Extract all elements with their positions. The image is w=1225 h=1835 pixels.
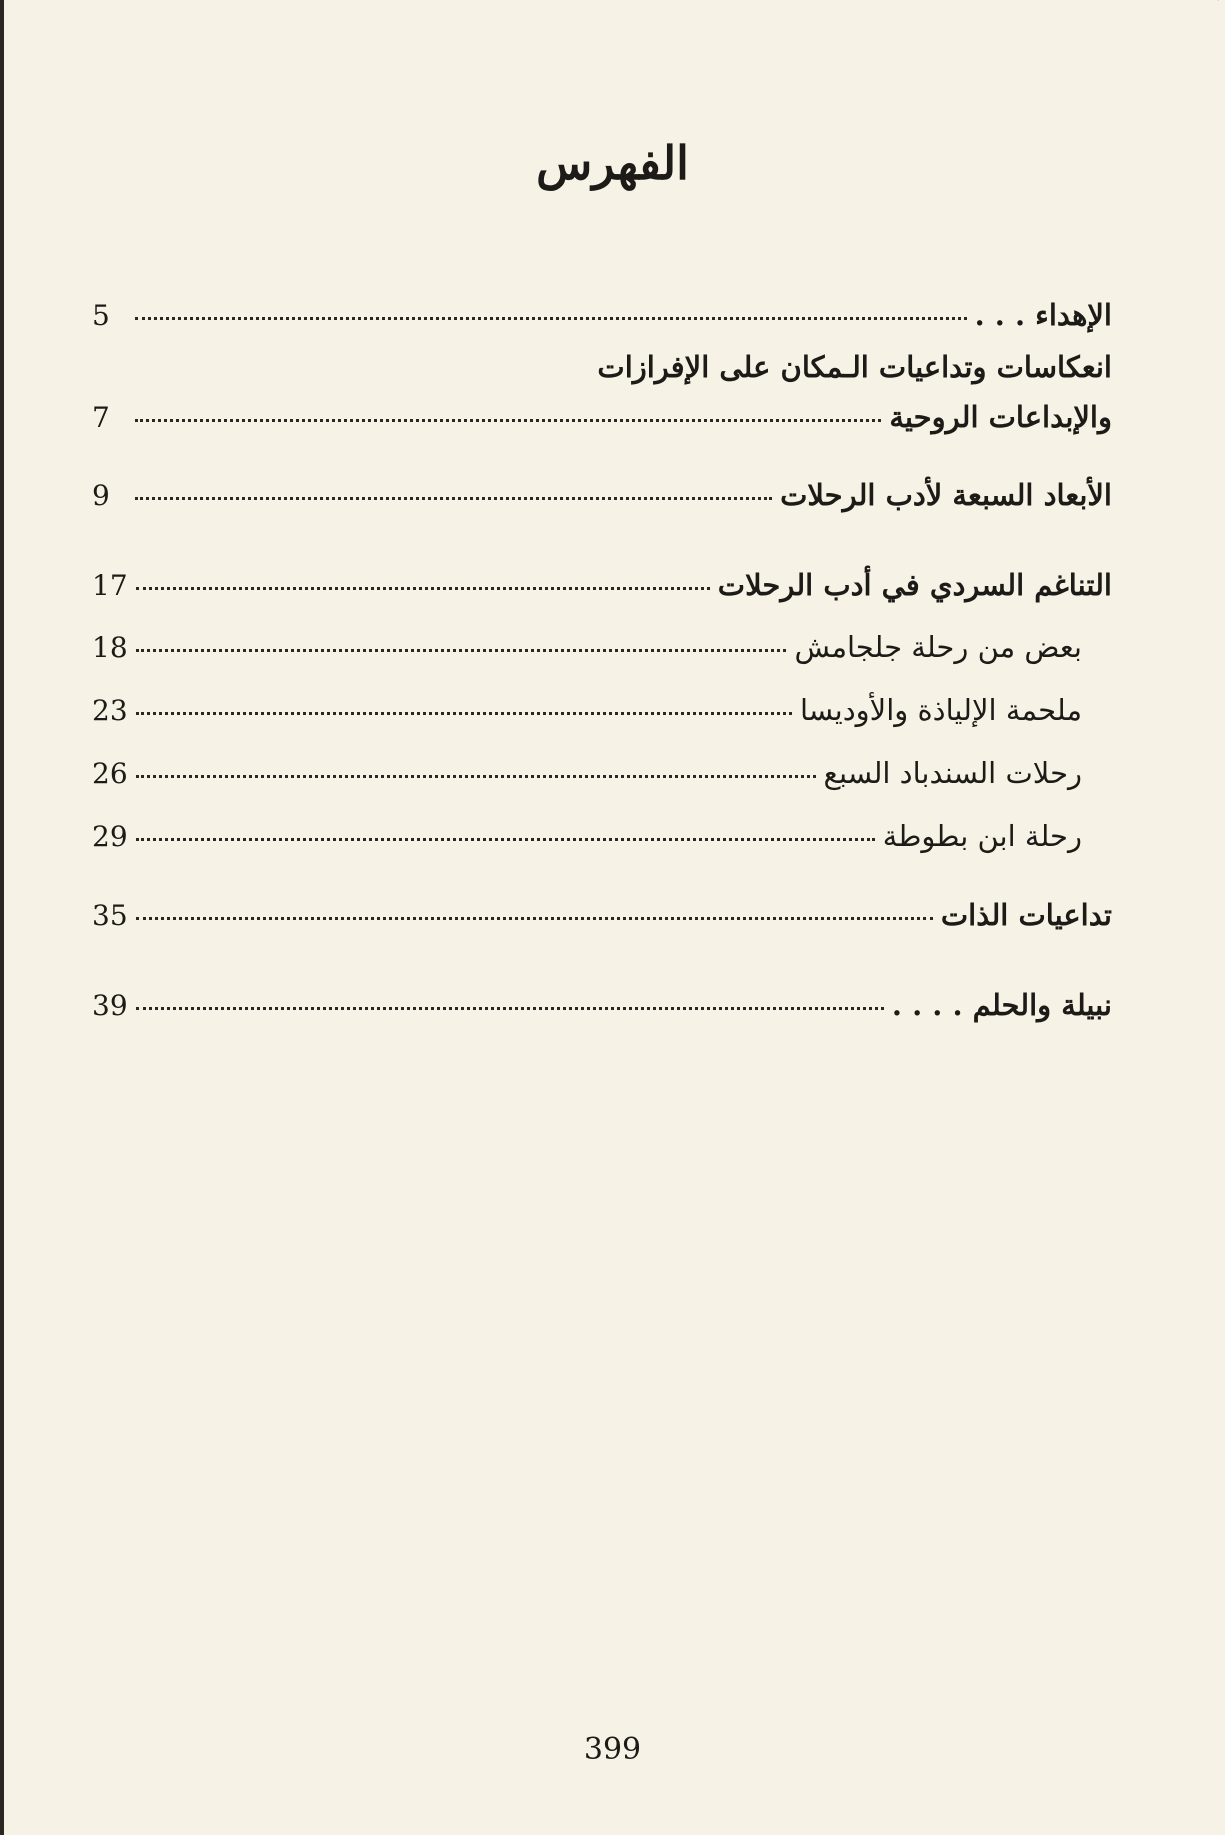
dot-leader [136, 1007, 884, 1010]
toc-entry-narrative-harmony[interactable] [92, 570, 1112, 602]
dot-leader [136, 587, 710, 590]
toc-entry-page: 7 [92, 401, 110, 434]
table-of-contents [92, 300, 1112, 1180]
toc-entry-page: 23 [92, 694, 128, 727]
toc-entry-page: 5 [92, 299, 110, 332]
toc-entry-page: 39 [92, 989, 128, 1022]
toc-entry-iliad-odyssey[interactable] [92, 695, 1082, 727]
toc-entry-page: 26 [92, 757, 128, 790]
toc-entry-nabila-dream[interactable] [92, 990, 1112, 1022]
toc-entry-seven-dimensions[interactable] [92, 480, 1112, 512]
dot-leader [135, 317, 967, 320]
toc-entry-title: ملحمة الإلياذة والأوديسا [799, 693, 1082, 727]
dot-leader [136, 838, 875, 841]
toc-entry-title: نبيلة والحلم . . . . [891, 988, 1112, 1022]
dot-leader [135, 497, 772, 500]
toc-entry-place-reflections-line1: انعكاسات وتداعيات الـمكان على الإفرازات [597, 350, 1112, 384]
dot-leader [135, 419, 881, 422]
toc-entry-self-associations[interactable] [92, 900, 1112, 932]
toc-entry-title: التناغم السردي في أدب الرحلات [717, 568, 1112, 602]
toc-entry-page: 35 [92, 899, 128, 932]
toc-entry-title: الإهداء . . . [974, 298, 1112, 332]
page-number: 399 [583, 1732, 642, 1767]
page-title: الفهرس [536, 136, 689, 190]
page-edge [0, 0, 4, 1835]
toc-entry-title: والإبداعات الروحية [889, 400, 1112, 434]
toc-entry-page: 9 [92, 479, 110, 512]
toc-entry-title: رحلات السندباد السبع [823, 756, 1082, 790]
toc-entry-spiritual-creativity[interactable] [92, 402, 1112, 434]
dot-leader [136, 775, 816, 778]
toc-entry-title: بعض من رحلة جلجامش [794, 630, 1082, 664]
dot-leader [136, 712, 792, 715]
dot-leader [136, 917, 933, 920]
toc-entry-title: رحلة ابن بطوطة [882, 819, 1082, 853]
toc-entry-page: 29 [92, 820, 128, 853]
toc-entry-title: الأبعاد السبعة لأدب الرحلات [780, 478, 1112, 512]
paper-corner-mark [1141, 0, 1219, 31]
toc-entry-title: تداعيات الذات [940, 898, 1112, 932]
toc-entry-gilgamesh[interactable] [92, 632, 1082, 664]
toc-entry-page: 18 [92, 631, 128, 664]
toc-entry-dedication[interactable] [92, 300, 1112, 332]
toc-entry-sinbad[interactable] [92, 758, 1082, 790]
toc-entry-ibn-battuta[interactable] [92, 821, 1082, 853]
toc-entry-page: 17 [92, 569, 128, 602]
dot-leader [136, 649, 787, 652]
